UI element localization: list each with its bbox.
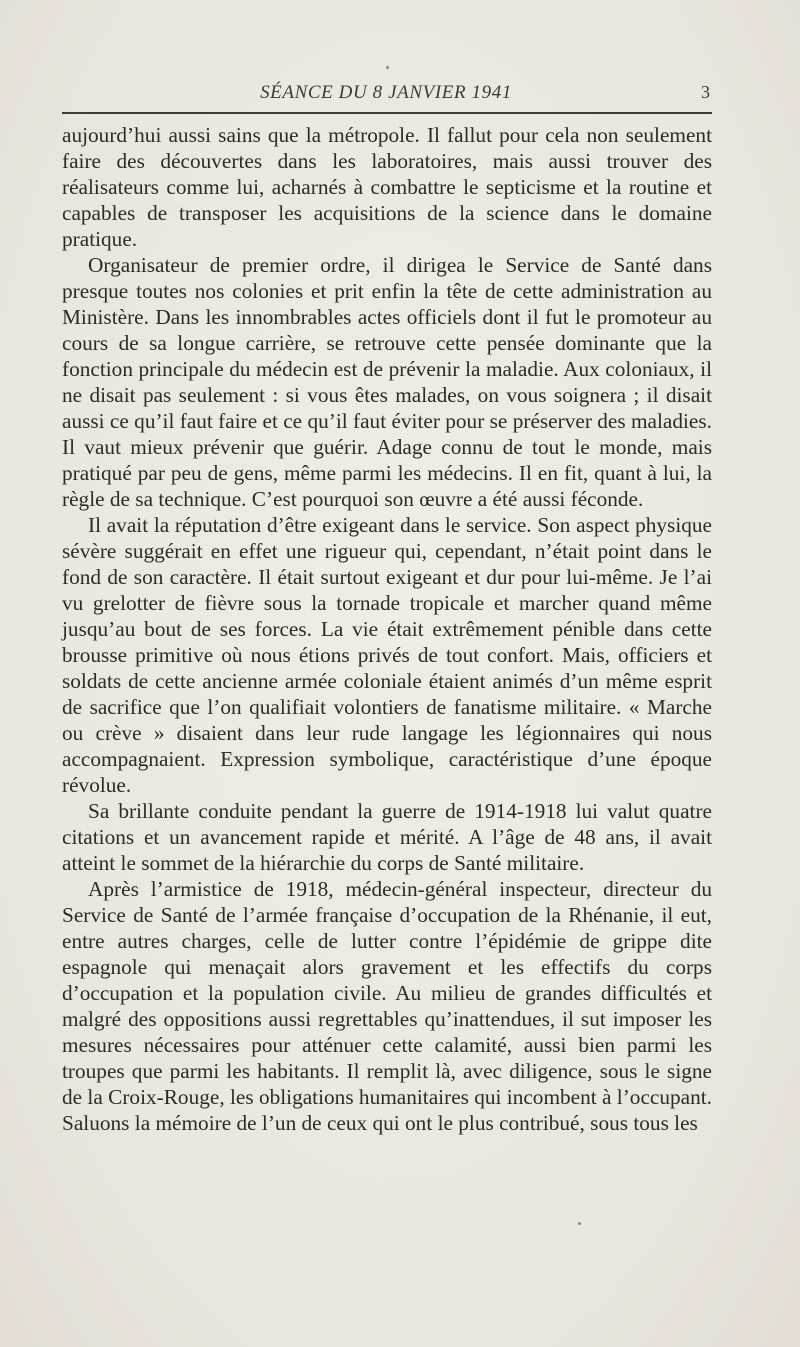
paragraph-5: Après l’armistice de 1918, médecin-général inspecteur, directeur du Service de Santé de l’armée française d’occupation de la Rhénanie, il eut, entre autres charges, celle de lutter contre l’épidémie de grippe dite espagnole qui menaçait alors gravement et les effectifs du corps d’occupation et la population civile. Au milieu de grandes difficultés et malgré des oppositions aussi regrettables qu’inattendues, il sut imposer les mesures nécessaires pour atténuer cette calamité, aussi bien parmi les troupes que parmi les habitants. Il remplit là, avec diligence, sous le signe de la Croix-Rouge, les obligations humanitaires qui incombent à l’occupant. Saluons la mémoire de l’un de ceux qui ont le plus contribué, sous tous les bbox=[62, 877, 712, 1135]
page-number: 3 bbox=[701, 82, 710, 102]
paper-speck bbox=[386, 66, 389, 69]
paper-speck bbox=[578, 1222, 581, 1225]
paragraph-3: Il avait la réputation d’être exigeant dans le service. Son aspect physique sévère suggérait en effet une rigueur qui, cependant, n’était point dans le fond de son caractère. Il était surtout exigeant et dur pour lui-même. Je l’ai vu grelotter de fièvre sous la tornade tropicale et marcher quand même jusqu’au bout de ses forces. La vie était extrêmement pénible dans cette brousse primitive où nous étions privés de tout confort. Mais, officiers et soldats de cette ancienne armée coloniale étaient animés d’un même esprit de sacrifice que l’on qualifiait volontiers de fanatisme militaire. « Marche ou crève » disaient dans leur rude langage les légionnaires qui nous accompagnaient. Expression symbolique, caractéristique d’une époque révolue. bbox=[62, 513, 712, 797]
page-header bbox=[62, 82, 710, 108]
running-title: SÉANCE DU 8 JANVIER 1941 bbox=[260, 82, 512, 103]
paragraph-2: Organisateur de premier ordre, il dirigea le Service de Santé dans presque toutes nos colonies et prit enfin la tête de cette administration au Ministère. Dans les innombrables actes officiels dont il fut le promoteur au cours de sa longue carrière, se retrouve cette pensée dominante que la fonction principale du médecin est de prévenir la maladie. Aux coloniaux, il ne disait pas seulement : si vous êtes malades, on vous soignera ; il disait aussi ce qu’il faut faire et ce qu’il faut éviter pour se préserver des maladies. Il vaut mieux prévenir que guérir. Adage connu de tout le monde, mais pratiqué par peu de gens, même parmi les médecins. Il en fit, quant à lui, la règle de sa technique. C’est pourquoi son œuvre a été aussi féconde. bbox=[62, 253, 712, 511]
body-text bbox=[62, 122, 712, 1136]
header-rule bbox=[62, 112, 712, 114]
paragraph-1: aujourd’hui aussi sains que la métropole. Il fallut pour cela non seulement faire des découvertes dans les laboratoires, mais aussi trouver des réalisateurs comme lui, acharnés à combattre le septicisme et la routine et capables de transposer les acquisitions de la science dans le domaine pratique. bbox=[62, 123, 712, 251]
paragraph-4: Sa brillante conduite pendant la guerre de 1914-1918 lui valut quatre citations et un avancement rapide et mérité. A l’âge de 48 ans, il avait atteint le sommet de la hiérarchie du corps de Santé militaire. bbox=[62, 799, 712, 875]
